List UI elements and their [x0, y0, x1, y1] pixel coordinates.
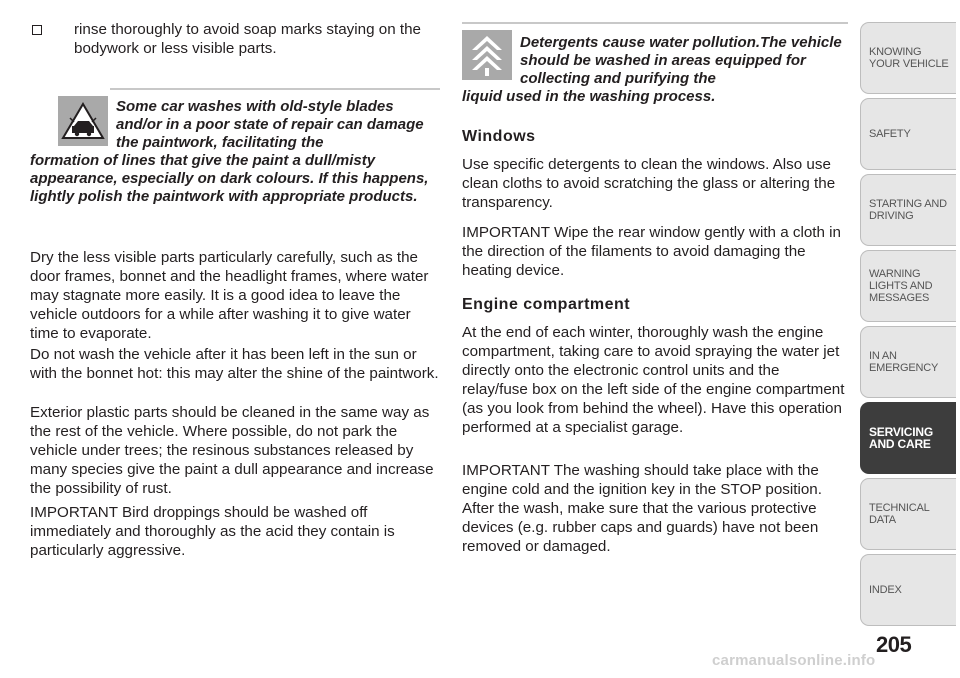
tab-index[interactable]: INDEX: [860, 554, 956, 626]
tab-knowing-your-vehicle[interactable]: KNOWING YOUR VEHICLE: [860, 22, 956, 94]
engine-important-paragraph: IMPORTANT The washing should take place with the engine cold and the ignition key in the STOP position. After the wash, make sure that the various protective devices (e.g. rubber caps and guards) have not been removed or damaged.: [462, 462, 822, 555]
environment-full-text: liquid used in the washing process.: [462, 88, 716, 105]
tab-starting-and-driving[interactable]: STARTING AND DRIVING: [860, 174, 956, 246]
tab-warning-lights[interactable]: WARNING LIGHTS AND MESSAGES: [860, 250, 956, 322]
section-divider: [462, 22, 848, 24]
section-divider: [110, 88, 440, 90]
rear-window-paragraph: IMPORTANT Wipe the rear window gently with a cloth in the direction of the filaments to avoid damaging the heating device.: [462, 224, 841, 279]
windows-heading: Windows: [462, 128, 536, 145]
checkbox-bullet-icon: [32, 25, 42, 35]
environment-note: [462, 34, 848, 106]
windows-paragraph: Use specific detergents to clean the windows. Also use clean cloths to avoid scratching the glass or altering the transparency.: [462, 156, 836, 211]
plastic-parts-paragraph: Exterior plastic parts should be cleaned in the same way as the rest of the vehicle. Where possible, do not park the vehicle under trees; the resinous substances released by many species give the paint a dull appearance and increase the possibility of rust.: [30, 404, 434, 497]
bullet-text: rinse thoroughly to avoid soap marks staying on the bodywork or less visible parts.: [74, 21, 421, 57]
tab-in-an-emergency[interactable]: IN AN EMERGENCY: [860, 326, 956, 398]
tab-technical-data[interactable]: TECHNICAL DATA: [860, 478, 956, 550]
page-number: 205: [876, 632, 912, 657]
bird-droppings-paragraph: IMPORTANT Bird droppings should be washed off immediately and thoroughly as the acid they contain is particularly aggressive.: [30, 504, 395, 559]
watermark: carmanualsonline.info: [712, 652, 876, 669]
environment-indent-text: Detergents cause water pollution.The vehicle should be washed in areas equipped for collecting and purifying the: [520, 34, 842, 87]
warning-indent-text: Some car washes with old-style blades and/or in a poor state of repair can damage the paintwork, facilitating the: [116, 98, 424, 151]
drying-paragraph: Dry the less visible parts particularly carefully, such as the door frames, bonnet and the headlight frames, where water may stagnate more easily. It is a good idea to leave the vehicle outdoors for a while after washing it to give water time to evaporate.: [30, 249, 429, 342]
engine-washing-paragraph: At the end of each winter, thoroughly wash the engine compartment, taking care to avoid spraying the water jet directly onto the electronic control units and the relay/fuse box on the left side of the engine compartment (as you look from behind the wheel). Have this operation performed at a specialist garage.: [462, 324, 845, 436]
engine-heading: Engine compartment: [462, 296, 631, 313]
sun-paragraph: Do not wash the vehicle after it has been left in the sun or with the bonnet hot: this may alter the shine of the paintwork.: [30, 346, 439, 382]
bullet-item: [30, 20, 440, 58]
tab-servicing-and-care[interactable]: SERVICING AND CARE: [860, 402, 956, 474]
tab-safety[interactable]: SAFETY: [860, 98, 956, 170]
paintwork-warning: [30, 98, 440, 206]
warning-full-text: formation of lines that give the paint a dull/misty appearance, especially on dark colours. If this happens, lightly polish the paintwork with appropriate products.: [30, 152, 429, 205]
